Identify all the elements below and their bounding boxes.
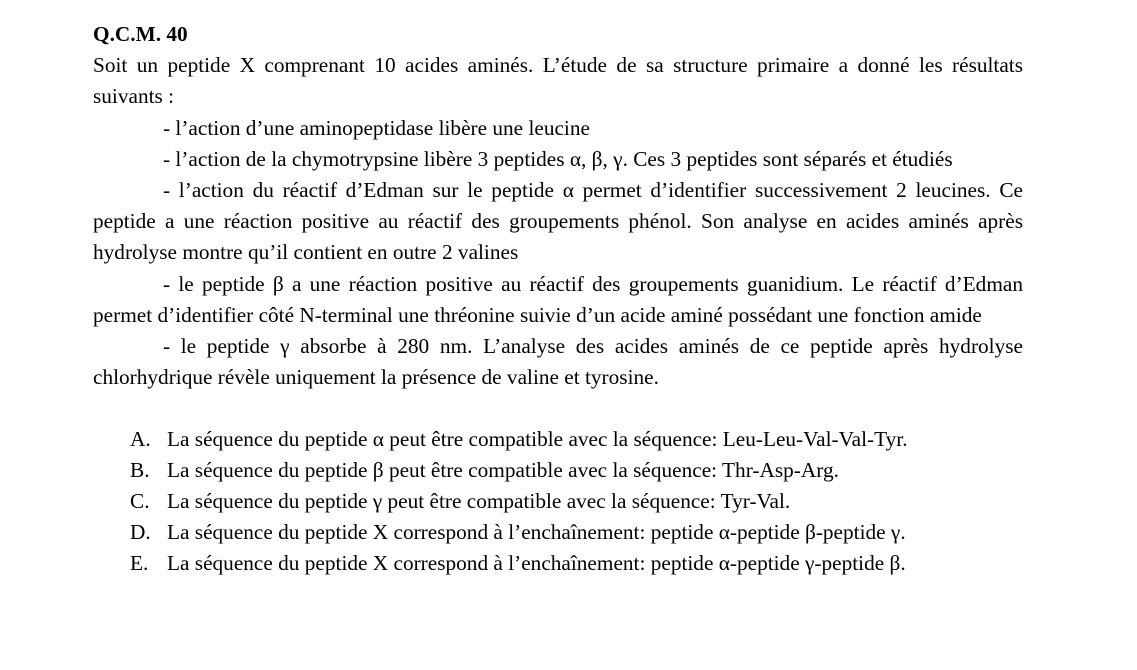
answer-options (93, 424, 1023, 578)
option-letter: E. (130, 550, 149, 575)
option-letter: A. (130, 427, 151, 452)
option-c[interactable] (93, 486, 1023, 517)
option-letter: C. (130, 489, 150, 514)
option-text: La séquence du peptide α peut être compatible avec la séquence: Leu-Leu-Val-Val-Tyr. (167, 427, 908, 452)
option-d[interactable] (93, 517, 1023, 548)
option-text: La séquence du peptide X correspond à l’enchaînement: peptide α-peptide β-peptide γ. (167, 519, 906, 544)
statement-peptide-beta: - le peptide β a une réaction positive au réactif des groupements guanidium. Le réactif d’Edman permet d’identifier côté N-terminal une thréonine suivie d’un acide aminé possédant une fonction amide (93, 271, 1023, 327)
option-text: La séquence du peptide X correspond à l’enchaînement: peptide α-peptide γ-peptide β. (167, 550, 906, 575)
option-text: La séquence du peptide β peut être compatible avec la séquence: Thr-Asp-Arg. (167, 458, 839, 483)
option-letter: D. (130, 519, 151, 544)
statement-peptide-gamma: - le peptide γ absorbe à 280 nm. L’analyse des acides aminés de ce peptide après hydrolyse chlorhydrique révèle uniquement la présence de valine et tyrosine. (93, 334, 1023, 390)
option-a[interactable] (93, 424, 1023, 455)
option-text: La séquence du peptide γ peut être compatible avec la séquence: Tyr-Val. (167, 489, 791, 514)
option-e[interactable] (93, 548, 1023, 579)
statement-peptide-alpha: - l’action du réactif d’Edman sur le peptide α permet d’identifier successivement 2 leucines. Ce peptide a une réaction positive au réactif des groupements phénol. Son analyse en acides aminés après hydrolyse montre qu’il contient en outre 2 valines (93, 178, 1023, 265)
question-title: Q.C.M. 40 (93, 22, 188, 46)
statement-aminopeptidase: - l’action d’une aminopeptidase libère une leucine (163, 115, 590, 140)
statement-chymotrypsin: - l’action de la chymotrypsine libère 3 peptides α, β, γ. Ces 3 peptides sont séparés et étudiés (163, 146, 953, 171)
option-b[interactable] (93, 455, 1023, 486)
option-letter: B. (130, 458, 150, 483)
qcm-document (93, 19, 1023, 578)
question-intro: Soit un peptide X comprenant 10 acides aminés. L’étude de sa structure primaire a donné les résultats suivants : (93, 53, 1023, 109)
